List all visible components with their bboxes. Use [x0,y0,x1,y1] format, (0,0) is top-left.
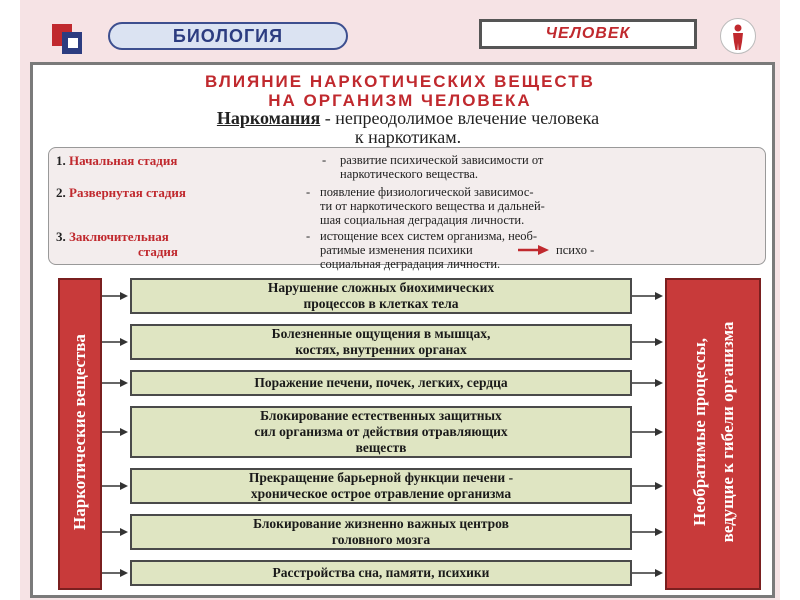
connector-arrowhead-3-1 [120,379,128,387]
connector-arrowhead-1-2 [655,292,663,300]
definition-text: - непреодолимое влечение человека [320,108,600,128]
stage-1-desc-1: развитие психической зависимости от [340,153,544,167]
effect-box-2: Болезненные ощущения в мышцах, костях, внутренних органах [130,324,632,360]
connector-arrowhead-7-2 [655,569,663,577]
connector-arrowhead-6-2 [655,528,663,536]
effect-box-4: Блокирование естественных защитных сил организма от действия отравляющих веществ [130,406,632,458]
stage-3-title-2: стадия [138,244,178,259]
definition-line2: к наркотикам. [354,127,462,147]
stage-2-desc-1: появление физиологической зависимос- [320,185,534,199]
definition-term: Наркомания [216,108,321,128]
stage-3-desc-1: истощение всех систем организма, необ- [320,229,538,243]
poster-title-line2: НА ОРГАНИЗМ ЧЕЛОВЕКА [268,91,532,110]
connector-arrowhead-5-2 [655,482,663,490]
stage-2-title: 2. Развернутая стадия [56,185,186,200]
stage-2-desc-3: шая социальная деградация личности. [320,213,525,227]
stage-2-dash: - [306,185,311,199]
effect-box-3: Поражение печени, почек, легких, сердца [130,370,632,396]
poster-title-line1: ВЛИЯНИЕ НАРКОТИЧЕСКИХ ВЕЩЕСТВ [205,72,595,91]
connector-arrowhead-2-1 [120,338,128,346]
connector-arrowhead-4-1 [120,428,128,436]
drugs-label: Наркотические вещества [70,334,89,530]
connector-arrowhead-7-1 [120,569,128,577]
topic-label: ЧЕЛОВЕК [545,25,631,42]
stage-3-desc-4: социальная деградация личности. [320,257,501,271]
stage-1-title: 1. Начальная стадия [56,153,178,168]
stage-3-title: 3. Заключительная [56,229,169,244]
stage-1-dash: - [322,153,327,167]
effect-box-1: Нарушение сложных биохимических процессов в клетках тела [130,278,632,314]
effect-box-5: Прекращение барьерной функции печени - хроническое острое отравление организма [130,468,632,504]
stage-3-desc-2: ратимые изменения психики [320,243,473,257]
effect-box-6: Блокирование жизненно важных центров головного мозга [130,514,632,550]
connector-arrowhead-2-2 [655,338,663,346]
outcome-label-2: ведущие к гибели организма [718,321,737,543]
outcome-label-1: Необратимые процессы, [690,338,709,526]
stage-1-desc-2: наркотического вещества. [340,167,479,181]
connector-arrowhead-5-1 [120,482,128,490]
connector-arrowhead-4-2 [655,428,663,436]
stage-2-desc-2: ти от наркотического вещества и дальней- [320,199,545,213]
stage-3-dash: - [306,229,311,243]
connector-arrowhead-1-1 [120,292,128,300]
connector-arrowhead-3-2 [655,379,663,387]
effect-box-7: Расстройства сна, памяти, психики [130,560,632,586]
stage-3-desc-3: психо - [556,243,595,257]
subject-label: БИОЛОГИЯ [172,25,284,46]
connector-arrowhead-6-1 [120,528,128,536]
